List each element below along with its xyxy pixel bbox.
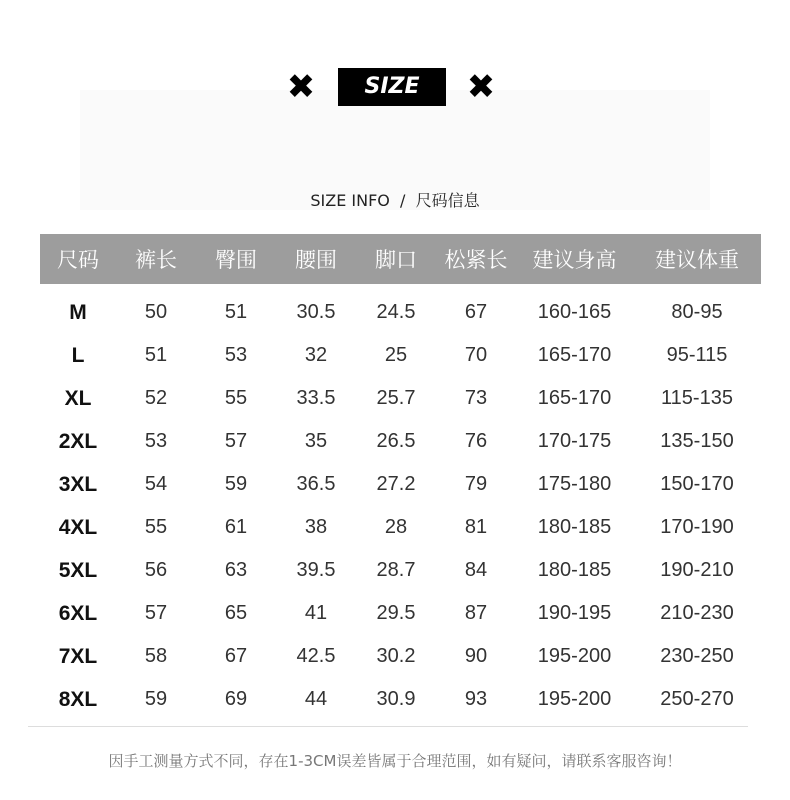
size-cell: 4XL <box>58 515 98 539</box>
table-cell: 54 <box>144 473 168 495</box>
table-cell: 135-150 <box>660 430 734 452</box>
table-cell: 51 <box>144 344 168 366</box>
header-pants-length: 裤长 <box>135 248 177 272</box>
header-elastic-length: 松紧长 <box>444 248 508 272</box>
table-cell: 160-165 <box>537 301 612 323</box>
table-cell: 76 <box>464 430 488 452</box>
table-cell: 67 <box>224 645 248 667</box>
table-cell: 30.9 <box>376 688 416 710</box>
table-row <box>40 284 761 334</box>
table-header-row <box>40 234 761 284</box>
size-cell: 3XL <box>58 472 98 496</box>
table-cell: 81 <box>464 516 488 538</box>
table-cell: 25.7 <box>376 387 416 409</box>
table-cell: 55 <box>224 387 248 409</box>
table-cell: 150-170 <box>660 473 734 495</box>
table-cell: 230-250 <box>660 645 734 667</box>
table-cell: 53 <box>144 430 168 452</box>
size-chart-table <box>40 234 761 721</box>
table-cell: 80-95 <box>671 301 723 323</box>
size-cell: 2XL <box>58 429 98 453</box>
table-row <box>40 678 761 721</box>
table-row <box>40 463 761 506</box>
table-cell: 63 <box>224 559 248 581</box>
table-cell: 41 <box>304 602 328 624</box>
table-cell: 42.5 <box>296 645 336 667</box>
table-cell: 61 <box>224 516 248 538</box>
table-row <box>40 334 761 377</box>
table-cell: 59 <box>144 688 168 710</box>
table-cell: 95-115 <box>666 344 728 366</box>
table-cell: 30.2 <box>376 645 416 667</box>
table-cell: 69 <box>224 688 248 710</box>
left-x-icon: ✖ <box>286 67 316 107</box>
table-cell: 52 <box>144 387 168 409</box>
table-cell: 25 <box>384 344 408 366</box>
table-row <box>40 420 761 463</box>
table-row <box>40 635 761 678</box>
table-cell: 33.5 <box>296 387 336 409</box>
header-waist: 腰围 <box>295 248 337 272</box>
right-x-icon: ✖ <box>466 67 496 107</box>
measurement-note: 因手工测量方式不同，存在1-3CM误差皆属于合理范围，如有疑问，请联系客服咨询！ <box>108 752 682 770</box>
size-cell: 7XL <box>58 644 98 668</box>
table-cell: 35 <box>304 430 328 452</box>
header-suggested-height: 建议身高 <box>532 248 617 272</box>
table-cell: 165-170 <box>537 387 612 409</box>
table-cell: 90 <box>464 645 488 667</box>
table-cell: 84 <box>464 559 488 581</box>
size-badge: SIZE <box>338 68 446 106</box>
table-cell: 27.2 <box>376 473 416 495</box>
header-size: 尺码 <box>57 248 99 272</box>
table-cell: 195-200 <box>537 688 612 710</box>
table-cell: 55 <box>144 516 168 538</box>
table-cell: 170-175 <box>537 430 612 452</box>
table-cell: 36.5 <box>296 473 336 495</box>
footer-divider <box>28 726 748 727</box>
table-cell: 58 <box>144 645 168 667</box>
table-cell: 39.5 <box>296 559 336 581</box>
size-cell: XL <box>64 386 92 410</box>
table-cell: 180-185 <box>537 516 612 538</box>
table-cell: 79 <box>464 473 488 495</box>
table-cell: 250-270 <box>660 688 734 710</box>
size-cell: 6XL <box>58 601 98 625</box>
table-cell: 87 <box>464 602 488 624</box>
table-cell: 26.5 <box>376 430 416 452</box>
table-cell: 44 <box>304 688 328 710</box>
table-cell: 28 <box>384 516 408 538</box>
size-cell: L <box>71 343 85 367</box>
table-cell: 67 <box>464 301 488 323</box>
table-cell: 24.5 <box>376 301 416 323</box>
table-row <box>40 506 761 549</box>
table-cell: 65 <box>224 602 248 624</box>
table-row <box>40 549 761 592</box>
table-cell: 175-180 <box>537 473 612 495</box>
table-cell: 56 <box>144 559 168 581</box>
table-row <box>40 592 761 635</box>
table-cell: 115-135 <box>661 387 733 409</box>
table-cell: 210-230 <box>660 602 734 624</box>
header-leg-opening: 脚口 <box>375 248 417 272</box>
table-cell: 180-185 <box>537 559 612 581</box>
table-cell: 190-195 <box>537 602 612 624</box>
table-cell: 53 <box>224 344 248 366</box>
size-info-subtitle: SIZE INFO / 尺码信息 <box>310 191 480 210</box>
header-suggested-weight: 建议体重 <box>655 248 739 272</box>
table-cell: 57 <box>144 602 168 624</box>
size-header <box>0 66 790 108</box>
table-cell: 30.5 <box>296 301 336 323</box>
table-cell: 51 <box>224 301 248 323</box>
table-cell: 190-210 <box>660 559 734 581</box>
size-cell: 8XL <box>58 687 98 711</box>
size-cell: 5XL <box>58 558 98 582</box>
size-cell: M <box>69 300 87 324</box>
header-hip: 臀围 <box>215 248 257 272</box>
table-cell: 38 <box>304 516 328 538</box>
table-cell: 29.5 <box>376 602 416 624</box>
table-cell: 28.7 <box>376 559 416 581</box>
table-cell: 170-190 <box>660 516 734 538</box>
table-cell: 59 <box>224 473 248 495</box>
table-cell: 70 <box>464 344 488 366</box>
table-cell: 50 <box>144 301 168 323</box>
table-cell: 32 <box>304 344 328 366</box>
table-cell: 57 <box>224 430 248 452</box>
table-cell: 195-200 <box>537 645 612 667</box>
table-row <box>40 377 761 420</box>
table-cell: 73 <box>464 387 488 409</box>
table-cell: 165-170 <box>537 344 612 366</box>
table-cell: 93 <box>464 688 488 710</box>
